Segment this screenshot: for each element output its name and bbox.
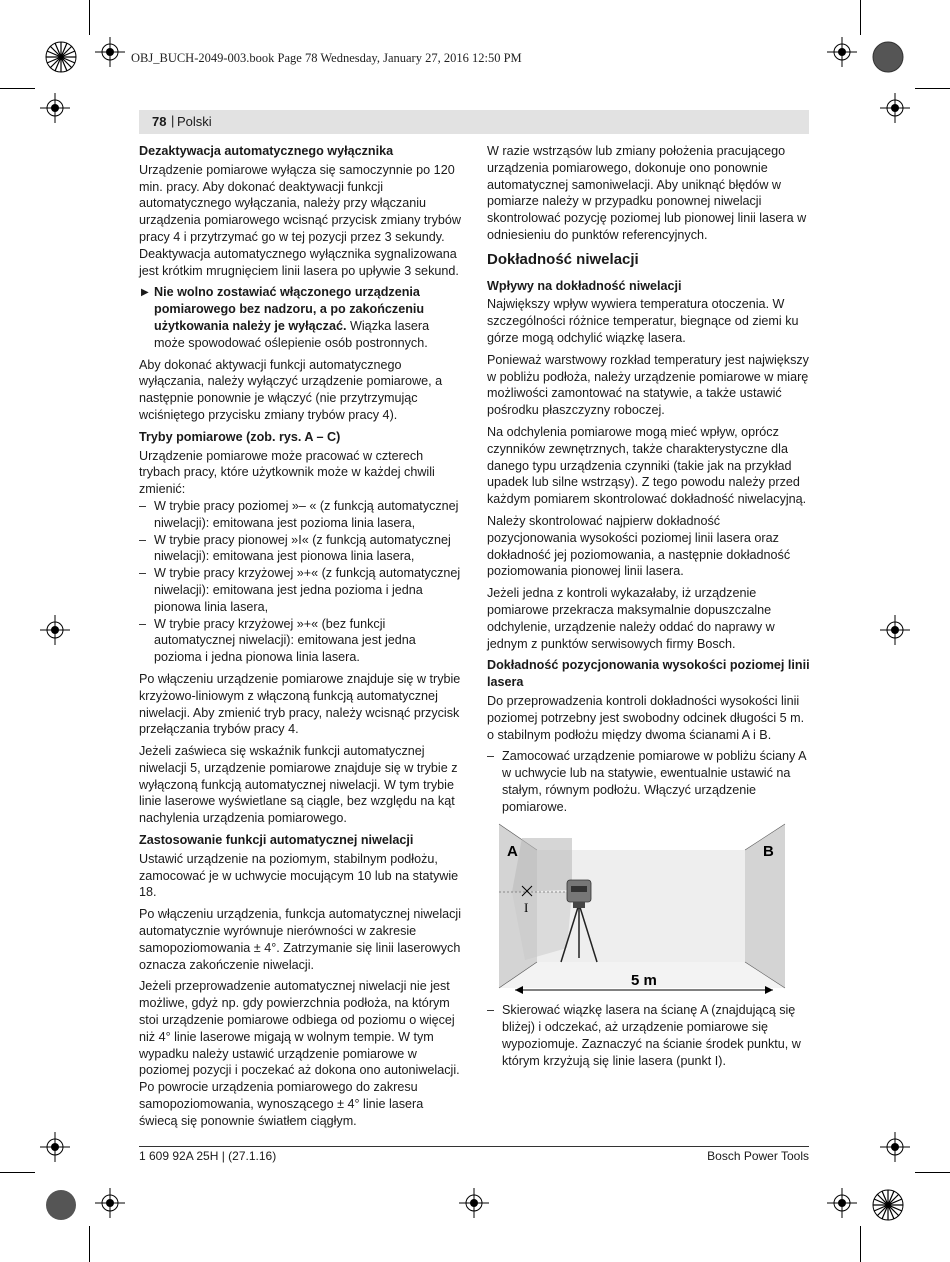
- heading-auto-leveling: Zastosowanie funkcji automatycznej niwelacji: [139, 833, 414, 848]
- modes-list: [139, 498, 463, 666]
- crop-line-left-top: [0, 88, 35, 89]
- registration-mark-left-lower: [40, 1132, 70, 1162]
- heading-modes: Tryby pomiarowe (zob. rys. A – C): [139, 429, 341, 444]
- triangle-bullet-icon: ▶: [141, 287, 149, 299]
- list-item: – W trybie pracy krzyżowej »+« (bez funkcji automatycznej niwelacji): emitowana jest jedna pozioma i jedna pionowa linia lasera.: [139, 616, 416, 665]
- crop-line-left-bottom: [0, 1172, 35, 1173]
- room-diagram-svg: [487, 820, 797, 996]
- list-item-text: W trybie pracy krzyżowej »+« (z funkcją automatycznej niwelacji): emitowana jest jedna pozioma i jedna pionowa linia lasera,: [154, 566, 461, 614]
- label-wall-b: B: [763, 843, 774, 861]
- paragraph-influence-5: Jeżeli jedna z kontroli wykazałaby, iż urządzenie pomiarowe przekracza maksymalnie dopuszczalne odchylenie, urządzenie należy oddać do naprawy w jednym z punktów serwisowych firmy Bosch.: [487, 586, 775, 651]
- registration-mark-left-middle: [40, 615, 70, 645]
- starburst-target-top-left: [44, 40, 78, 74]
- footer-rule: [139, 1146, 809, 1147]
- list-item-text: W trybie pracy krzyżowej »+« (bez funkcji automatycznej niwelacji): emitowana jest jedna pozioma i jedna pionowa linia lasera.: [154, 616, 416, 665]
- print-slug-header: OBJ_BUCH-2049-003.book Page 78 Wednesday, January 27, 2016 12:50 PM: [131, 51, 522, 65]
- right-column: [487, 143, 811, 1075]
- list-item: – W trybie pracy krzyżowej »+« (z funkcją automatycznej niwelacji): emitowana jest jedna pozioma i jedna pionowa linia lasera,: [139, 566, 461, 614]
- paragraph-auto-1: Ustawić urządzenie na poziomym, stabilnym podłożu, zamocować je w uchwycie mocującym 10 lub na statywie 18.: [139, 851, 459, 900]
- list-item-text: Skierować wiązkę lasera na ścianę A (znajdującą się bliżej) i odczekać, aż urządzenie pomiarowe się wypoziomuje. Zaznaczyć na ścianie środek punktu, w którym krzyżują się linie lasera (punkt I).: [502, 1003, 801, 1068]
- list-item-text: W trybie pracy poziomej »– « (z funkcją automatycznej niwelacji): emitowana jest pozioma linia lasera,: [154, 498, 459, 530]
- left-column: [139, 143, 463, 1135]
- heading-position-accuracy: Dokładność pozycjonowania wysokości poziomej linii lasera: [487, 658, 810, 690]
- page-separator: |: [171, 113, 175, 128]
- registration-mark-top-right: [827, 37, 857, 67]
- registration-mark-bottom-center: [459, 1188, 489, 1218]
- paragraph-position: Do przeprowadzenia kontroli dokładności wysokości linii poziomej potrzebny jest swobodny odcinek długości 5 m. o stabilnym podłożu między dwoma ścianami A i B.: [487, 693, 805, 742]
- room-diagram: [487, 820, 797, 996]
- list-item-text: Zamocować urządzenie pomiarowe w pobliżu ściany A w uchwycie lub na statywie, ewentualnie ustawić na stałym, równym podłożu. Włączyć urządzenie pomiarowe.: [502, 749, 806, 814]
- paragraph-shock: W razie wstrząsów lub zmiany położenia pracującego urządzenia pomiarowego, dokonuje ono ponownie automatycznej samoniwelacji. Aby uniknąć błędów w pomiarze należy w przypadku ponownej niwelacji skontrolować pozycję poziomej lub pionowej linii lasera w odniesieniu do punktów referencyjnych.: [487, 144, 807, 242]
- paragraph-deactivation: Urządzenie pomiarowe wyłącza się samoczynnie po 120 min. pracy. Aby dokonać deaktywacji funkcji automatycznego wyłączania, należy przy włączaniu urządzenia pomiarowego wcisnąć przycisk zmiany trybów pracy 4 i przytrzymać go w tej pozycji przez 3 sekundy. Deaktywacja automatycznego wyłącznika sygnalizowana jest krótkim mrugnięciem linii lasera po upływie 3 sekund.: [139, 162, 461, 278]
- crop-line-bottom-left: [89, 1226, 90, 1262]
- registration-mark-right-middle: [880, 615, 910, 645]
- registration-mark-right-lower: [880, 1132, 910, 1162]
- registration-mark-bottom-right: [827, 1188, 857, 1218]
- crop-line-top-left: [89, 0, 90, 35]
- label-point: I: [524, 900, 529, 916]
- list-item-text: W trybie pracy pionowej »I« (z funkcją automatycznej niwelacji): emitowana jest pionowa linia lasera,: [154, 532, 451, 564]
- paragraph-influence-4: Należy skontrolować najpierw dokładność pozycjonowania wysokości poziomej linii lasera oraz dokładność jej poziomowania, a następnie dokładność poziomowania pionowej linii lasera.: [487, 513, 791, 579]
- crop-line-bottom-right: [860, 1226, 861, 1262]
- paragraph-power-on: Po włączeniu urządzenie pomiarowe znajduje się w trybie krzyżowo-liniowym z włączoną funkcją automatycznej niwelacji. Aby zmienić tryb pracy, należy wcisnąć przycisk przełączania trybów pracy 4.: [139, 671, 461, 737]
- heading-deactivation: Dezaktywacja automatycznego wyłącznika: [139, 144, 394, 158]
- paragraph-influence-3: Na odchylenia pomiarowe mogą mieć wpływ, oprócz czynników zewnętrznych, także charakterystyczne dla danego typu urządzenia czynniki (takie jak na przykład upadek lub silne wstrząsy). Z tego powodu należy przed każdym pomiarem skontrolować dokładność niwelacyjną.: [487, 424, 807, 507]
- heading-influences: Wpływy na dokładność niwelacji: [487, 278, 682, 293]
- list-item: – W trybie pracy poziomej »– « (z funkcją automatycznej niwelacji): emitowana jest pozioma linia lasera,: [139, 498, 459, 530]
- registration-mark-top-left: [95, 37, 125, 67]
- steps-list-2: [487, 1002, 811, 1069]
- list-item: – Skierować wiązkę lasera na ścianę A (znajdującą się bliżej) i odczekać, aż urządzenie pomiarowe się wypoziomuje. Zaznaczyć na ścianie środek punktu, w którym krzyżują się linie lasera (punkt I).: [487, 1003, 801, 1068]
- page-language: Polski: [177, 114, 212, 129]
- warning-text: Wiązka lasera może spowodować oślepienie osób postronnych.: [154, 318, 430, 350]
- heading-accuracy: Dokładność niwelacji: [487, 250, 639, 268]
- crop-line-top-right: [860, 0, 861, 35]
- gray-target-top-right: [871, 40, 905, 74]
- paragraph-auto-3: Jeżeli przeprowadzenie automatycznej niwelacji nie jest możliwe, gdyż np. gdy powierzchnia podłoża, na którym stoi urządzenie pomiarowe odbiega od poziomu o więcej niż 4° linie laserowe migają w wolnym tempie. W tym wypadku należy ustawić urządzenie pomiarowe w poziomej pozycji i poczekać aż dokona ono autoniwelacji. Po powrocie urządzenia pomiarowego do zakresu samopoziomowania, wynoszącego ± 4° linie lasera świecą się ponownie światłem ciągłym.: [139, 979, 460, 1128]
- list-item: – W trybie pracy pionowej »I« (z funkcją automatycznej niwelacji): emitowana jest pionowa linia lasera,: [139, 532, 451, 564]
- paragraph-influence-1: Największy wpływ wywiera temperatura otoczenia. W szczególności różnice temperatur, biegnące od ziemi ku górze mogą odchylić wiązkę lasera.: [487, 297, 799, 345]
- paragraph-activation: Aby dokonać aktywacji funkcji automatycznego wyłączania, należy wyłączyć urządzenie pomiarowe, a następnie ponownie je włączyć (nie przytrzymując wciśniętego przycisku zmiany trybów pracy 4).: [139, 357, 443, 422]
- paragraph-modes: Urządzenie pomiarowe może pracować w czterech trybach pracy, które użytkownik może w każdej chwili zmienić:: [139, 448, 435, 497]
- footer-brand: Bosch Power Tools: [707, 1149, 809, 1163]
- page-number: 78: [152, 114, 167, 129]
- warning-bold-text: Nie wolno zostawiać włączonego urządzenia pomiarowego bez nadzoru, a po zakończeniu użytkowania należy je wyłączać.: [154, 285, 425, 333]
- warning-note: [139, 284, 463, 351]
- footer-document-code: 1 609 92A 25H | (27.1.16): [139, 1149, 277, 1163]
- paragraph-auto-2: Po włączeniu urządzenia, funkcja automatycznej niwelacji automatycznie wyrównuje nierówności w zakresie samopoziomowania ± 4°. Zatrzymanie się linii laserowych oznacza zakończenie niwelacji.: [139, 907, 462, 972]
- paragraph-influence-2: Ponieważ warstwowy rozkład temperatury jest największy w pobliżu podłoża, należy urządzenie pomiarowe w miarę możliwości zamontować na statywie, a także ustawić pośrodku płaszczyzny roboczej.: [487, 352, 809, 418]
- starburst-target-bottom-right: [871, 1188, 905, 1222]
- paragraph-indicator: Jeżeli zaświeca się wskaźnik funkcji automatycznej niwelacji 5, urządzenie pomiarowe znajduje się w trybie z wyłączoną funkcją automatycznej niwelacji. W tym trybie linie laserowe wyświetlane są ciągle, bez względu na kąt nachylenia urządzenia pomiarowego.: [139, 744, 458, 826]
- list-item: – Zamocować urządzenie pomiarowe w pobliżu ściany A w uchwycie lub na statywie, ewentualnie ustawić na stałym, równym podłożu. Włączyć urządzenie pomiarowe.: [487, 749, 806, 814]
- page-header-bar: [139, 110, 809, 134]
- gray-target-bottom-left: [44, 1188, 78, 1222]
- crop-line-right-top: [915, 88, 950, 89]
- steps-list-1: [487, 748, 811, 815]
- label-distance: 5 m: [631, 972, 657, 990]
- label-wall-a: A: [507, 843, 518, 861]
- registration-mark-left-upper: [40, 93, 70, 123]
- crop-line-right-bottom: [915, 1172, 950, 1173]
- registration-mark-bottom-left: [95, 1188, 125, 1218]
- registration-mark-right-upper: [880, 93, 910, 123]
